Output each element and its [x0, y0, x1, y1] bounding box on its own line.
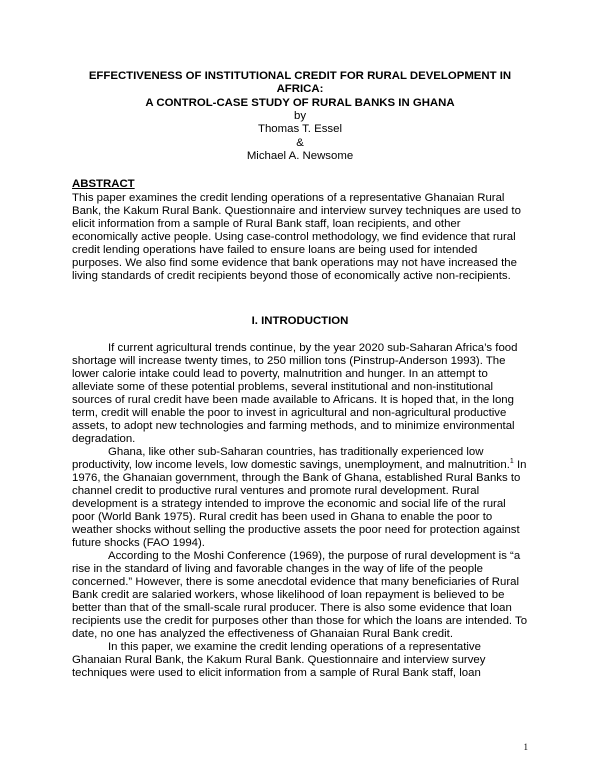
footnote-marker: 1 — [509, 458, 514, 466]
title-line-1: EFFECTIVENESS OF INSTITUTIONAL CREDIT FOR RURAL DEVELOPMENT IN — [88, 70, 512, 82]
byline — [60, 110, 540, 163]
introduction-body — [72, 342, 528, 680]
author-1: Thomas T. Essel — [258, 123, 342, 136]
byline-by: by — [293, 110, 307, 122]
author-2: Michael A. Newsome — [246, 149, 354, 162]
byline-ampersand: & — [296, 136, 304, 149]
page-number: 1 — [523, 742, 528, 752]
intro-paragraph-1: If current agricultural trends continue, by the year 2020 sub-Saharan Africa’s food shortage will increase twenty times, to 250 million tons (Pinstrup-Anderson 1993). The lower calorie intake could lead to poverty, malnutrition and hunger. In an attempt to alleviate some of these potential problems, several institutional and non-institutional sources of rural credit have been made available to Africans. It is hoped that, in the long term, credit will enable the poor to invest in agricultural and non-agricultural productive assets, to adopt new technologies and farming methods, and to minimize environmental degradation. — [72, 342, 518, 445]
title-line-2: AFRICA: — [276, 83, 324, 96]
intro-paragraph-4: In this paper, we examine the credit lending operations of a representative Ghanaian Rural Bank, the Kakum Rural Bank. Questionnaire and interview survey techniques were used to elicit information from a sample of Rural Bank staff, loan — [72, 641, 486, 679]
intro-paragraph-2 — [72, 446, 528, 550]
abstract-heading: ABSTRACT — [72, 178, 135, 190]
intro-paragraph-3: According to the Moshi Conference (1969), the purpose of rural development is “a rise in the standard of living and favorable changes in the way of life of the people concerned.” However, there is some anecdotal evidence that many beneficiaries of Rural Bank credit are salaried workers, whose likelihood of loan repayment is believed to be better than that of the small-scale rural producer. There is also some evidence that loan recipients use the credit for purposes other than those for which the loans are intended. To date, no one has analyzed the effectiveness of Ghanaian Rural Bank credit. — [72, 550, 528, 640]
intro-paragraph-2-part-a: Ghana, like other sub-Saharan countries, has traditionally experienced low productivity, low income levels, low domestic savings, unemployment, and malnutrition. — [72, 446, 510, 471]
intro-paragraph-2-part-b: In 1976, the Ghanaian government, through the Bank of Ghana, established Rural Banks to channel credit to productive rural ventures and promote rural development. Rural development is a strategy intended to improve the economic and social life of the rural poor (World Bank 1975). Rural credit has been used in Ghana to enable the poor to weather shocks without selling the productive assets the poor need for protection against future shocks (FAO 1994). — [72, 459, 527, 549]
abstract-text: This paper examines the credit lending operations of a representative Ghanaian Rural Bank, the Kakum Rural Bank. Questionnaire and interview survey techniques are used to elicit information from a sample of Rural Bank staff, loan recipients, and other economically active people. Using case-control methodology, we find evidence that rural credit lending operations have failed to ensure loans are being used for intended purposes. We also find some evidence that bank operations may not have increased the living standards of credit recipients beyond those of economically active non-recipients. — [72, 192, 521, 282]
title-line-3: A CONTROL-CASE STUDY OF RURAL BANKS IN GHANA — [145, 96, 455, 109]
section-heading-introduction: I. INTRODUCTION — [251, 315, 349, 327]
paper-title — [60, 70, 540, 110]
